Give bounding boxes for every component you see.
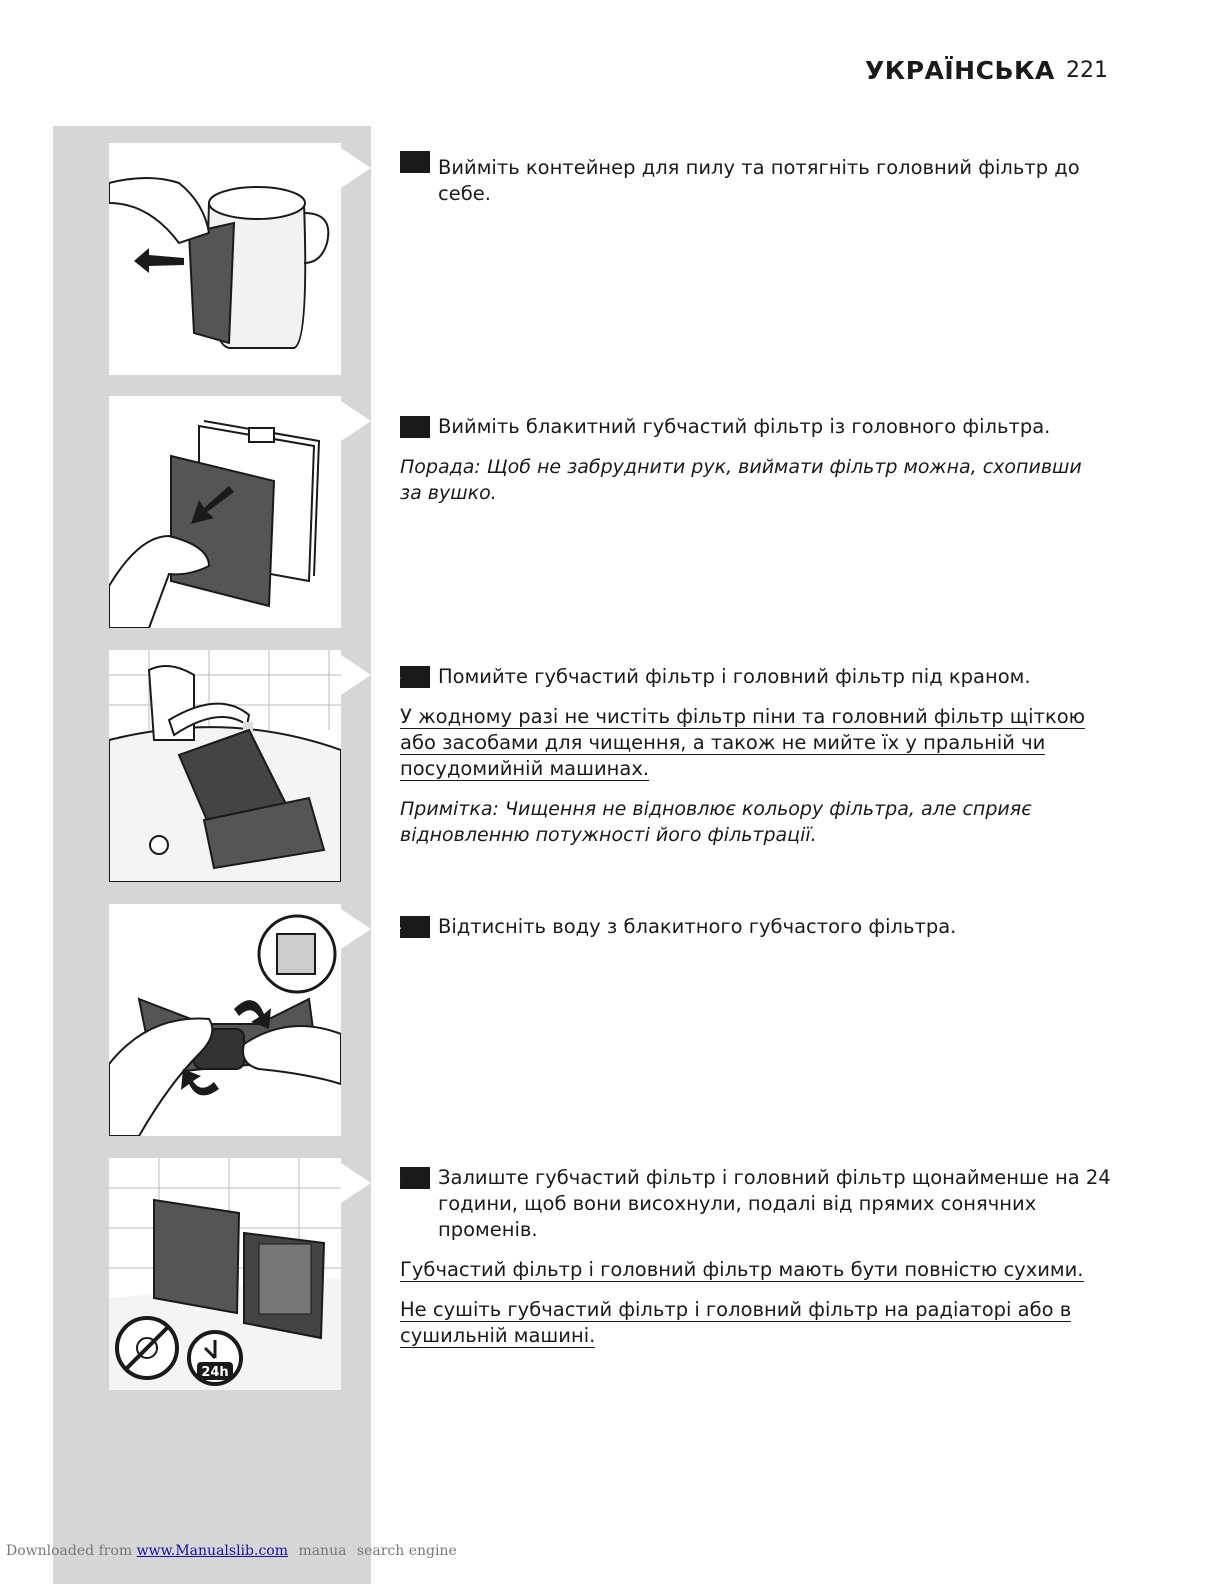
tip bbox=[400, 454, 1090, 506]
note bbox=[400, 796, 1090, 848]
step-number: 5 bbox=[400, 1167, 430, 1189]
warning bbox=[400, 704, 1090, 782]
note-text: Чищення не відновлює кольору фільтра, але сприяє відновленню потужності його фільтрації. bbox=[400, 798, 1032, 846]
step-pointer bbox=[341, 655, 371, 695]
squeeze-sponge-icon bbox=[109, 904, 341, 1136]
step-text: Помийте губчастий фільтр і головний фільтр під краном. bbox=[438, 665, 1031, 688]
download-footer bbox=[6, 1543, 457, 1559]
sponge-filter-icon bbox=[109, 396, 341, 628]
step-text: Відтисніть воду з блакитного губчастого фільтра. bbox=[438, 915, 957, 938]
warning-text: У жодному разі не чистіть фільтр піни та головний фільтр щіткою або засобами для чищення, а також не мийте їх у пральній чи посудомийній машинах. bbox=[400, 705, 1086, 780]
footer-suffix: manua bbox=[298, 1543, 347, 1559]
step-3 bbox=[390, 664, 1128, 690]
step-pointer bbox=[341, 909, 371, 949]
warning-text: Губчастий фільтр і головний фільтр мають бути повністю сухими. bbox=[400, 1258, 1084, 1281]
manualslib-link[interactable]: www.Manualslib.com bbox=[136, 1543, 288, 1559]
step-pointer bbox=[341, 1163, 371, 1203]
step-text: Вийміть контейнер для пилу та потягніть головний фільтр до себе. bbox=[438, 156, 1080, 205]
warning-radiator bbox=[400, 1297, 1090, 1349]
step-text: Вийміть блакитний губчастий фільтр із головного фільтра. bbox=[438, 415, 1051, 438]
footer-suffix: search engine bbox=[356, 1543, 457, 1559]
step-2 bbox=[390, 414, 1128, 440]
drying-filters-icon bbox=[109, 1158, 341, 1390]
step-pointer bbox=[341, 401, 371, 441]
step-text: Залиште губчастий фільтр і головний фільтр щонайменше на 24 години, щоб вони висохнули, подалі від прямих сонячних променів. bbox=[438, 1166, 1111, 1241]
dust-container-icon bbox=[109, 143, 341, 375]
warning-text: Не сушіть губчастий фільтр і головний фільтр на радіаторі або в сушильній машині. bbox=[400, 1298, 1072, 1347]
tip-text: Щоб не забруднити рук, виймати фільтр можна, схопивши за вушко. bbox=[400, 456, 1082, 504]
tip-label: Порада: bbox=[400, 456, 481, 478]
step-1 bbox=[400, 151, 1128, 207]
footer-prefix: Downloaded from bbox=[6, 1543, 133, 1559]
tap-wash-icon bbox=[109, 650, 341, 882]
warning-dry bbox=[400, 1257, 1090, 1283]
note-label: Примітка: bbox=[400, 798, 499, 820]
step-number: 4 bbox=[400, 916, 430, 938]
step-number: 2 bbox=[400, 416, 430, 438]
step-pointer bbox=[341, 148, 371, 188]
section-language-title: УКРАЇНСЬКА bbox=[865, 56, 1055, 85]
step-4 bbox=[390, 914, 1128, 940]
page-number: 221 bbox=[1066, 58, 1108, 83]
step-5 bbox=[390, 1165, 1128, 1243]
step-number: 3 bbox=[400, 666, 430, 688]
24h-badge: 24h bbox=[201, 1365, 229, 1380]
step-number bbox=[400, 151, 430, 173]
